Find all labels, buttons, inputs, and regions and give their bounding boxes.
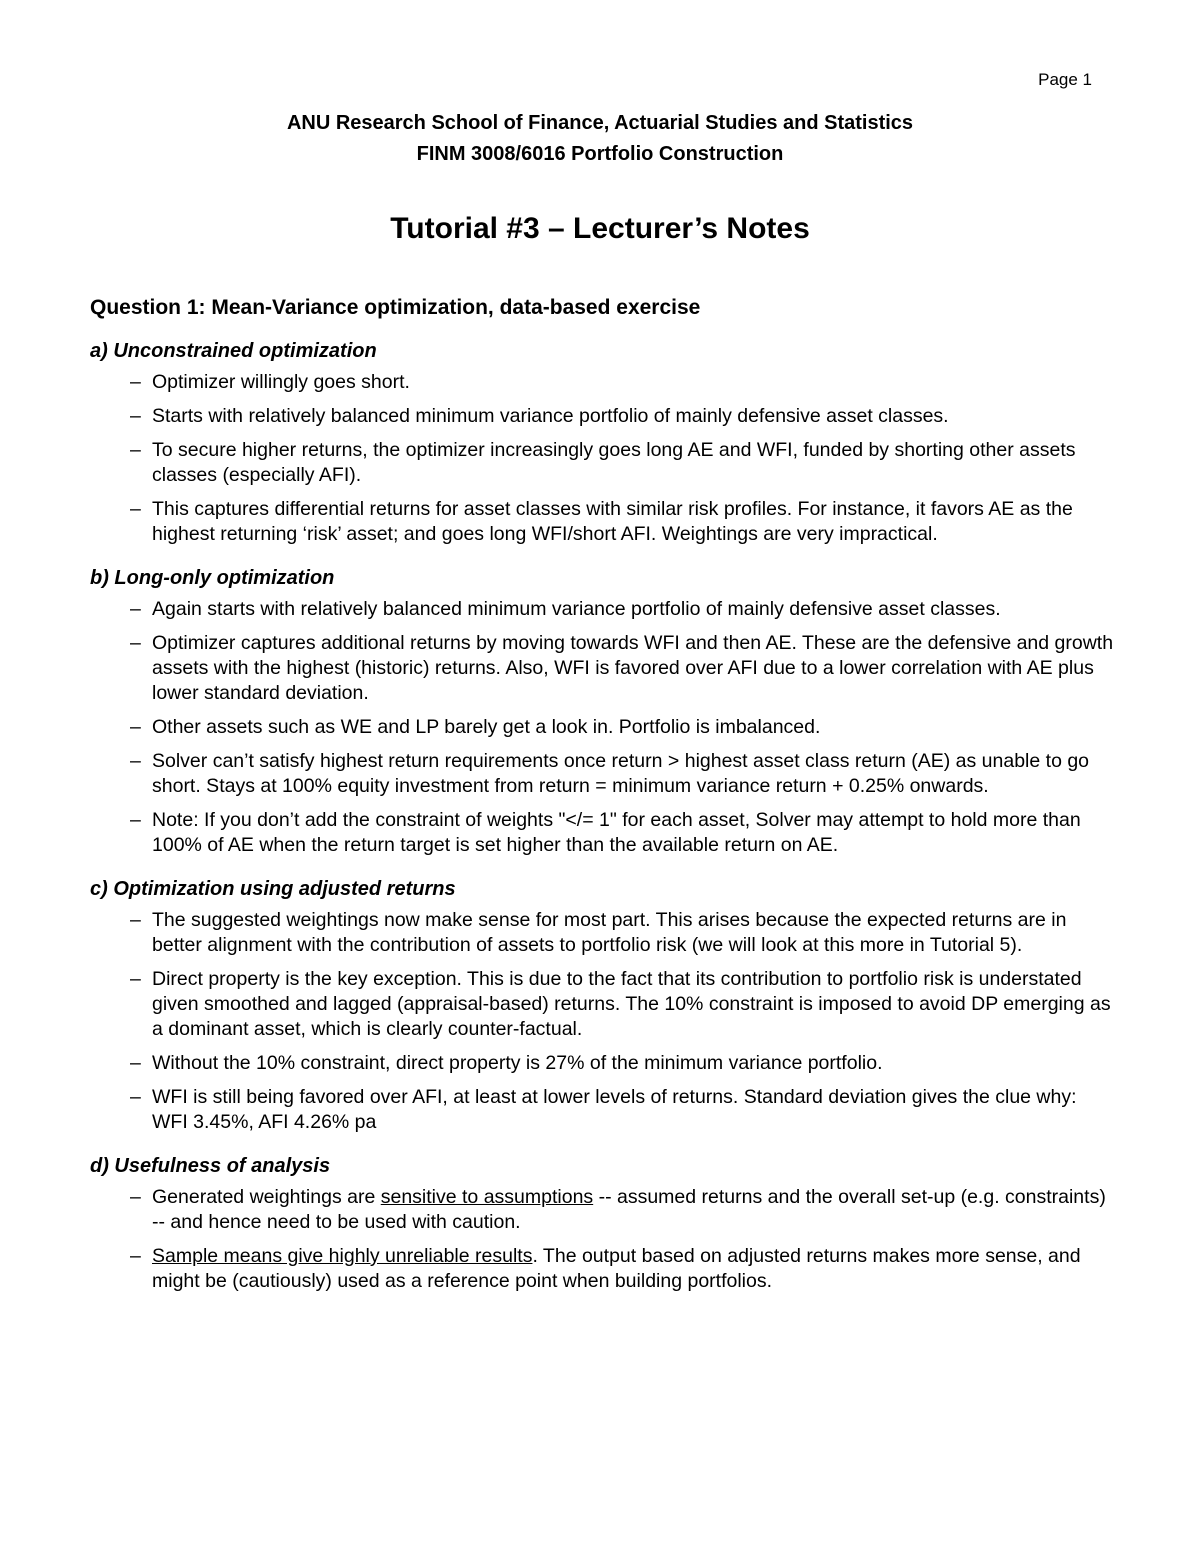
dash-bullet: –	[130, 1086, 141, 1108]
list-item-text: WFI is still being favored over AFI, at least at lower levels of returns. Standard deviation gives the clue why: WFI 3.45%, AFI 4.26% pa	[152, 1086, 1077, 1133]
section-d	[90, 1155, 1115, 1294]
list-item-text: Again starts with relatively balanced minimum variance portfolio of mainly defensive asset classes.	[152, 598, 1001, 620]
list-item-text: Solver can’t satisfy highest return requirements once return > highest asset class return (AE) as unable to go short. Stays at 100% equity investment from return = minimum variance return + 0.25% onwards.	[152, 750, 1090, 797]
section-d-title: d) Usefulness of analysis	[90, 1155, 331, 1177]
dash-bullet: –	[130, 405, 141, 427]
section-c-list	[90, 908, 1115, 1135]
dash-bullet: –	[130, 1245, 141, 1267]
institution-heading: ANU Research School of Finance, Actuarial Studies and Statistics	[286, 112, 914, 134]
list-item	[90, 1051, 1115, 1076]
dash-bullet: –	[130, 1052, 141, 1074]
dash-bullet: –	[130, 371, 141, 393]
list-item	[90, 631, 1115, 706]
list-item	[90, 908, 1115, 958]
list-item	[90, 370, 1115, 395]
section-d-list	[90, 1185, 1115, 1294]
list-item-text-post: -- assumed returns and the overall set-up (e.g. constraints) -- and hence need to be used with caution.	[152, 1186, 1106, 1233]
list-item-text: Starts with relatively balanced minimum variance portfolio of mainly defensive asset classes.	[152, 405, 949, 427]
section-b-title: b) Long-only optimization	[90, 567, 335, 589]
section-a	[90, 340, 1115, 547]
document-title: Tutorial #3 – Lecturer’s Notes	[390, 212, 810, 245]
list-item-text: Note: If you don’t add the constraint of weights "</= 1" for each asset, Solver may attempt to hold more than 100% of AE when the return target is set higher than the available return on AE.	[152, 809, 1081, 856]
list-item	[90, 749, 1115, 799]
list-item-text: Optimizer captures additional returns by moving towards WFI and then AE. These are the defensive and growth assets with the highest (historic) returns. Also, WFI is favored over AFI due to a lower correlation with AE plus lower standard deviation.	[152, 632, 1114, 704]
list-item-text: Other assets such as WE and LP barely get a look in. Portfolio is imbalanced.	[152, 716, 821, 738]
section-a-title: a) Unconstrained optimization	[90, 340, 377, 362]
dash-bullet: –	[130, 750, 141, 772]
underlined-phrase: sensitive to assumptions	[380, 1186, 594, 1208]
dash-bullet: –	[130, 909, 141, 931]
dash-bullet: –	[130, 498, 141, 520]
list-item-text: The suggested weightings now make sense for most part. This arises because the expected returns are in better alignment with the contribution of assets to portfolio risk (we will look at this more in Tutorial 5).	[152, 909, 1067, 956]
dash-bullet: –	[130, 598, 141, 620]
list-item-text: Optimizer willingly goes short.	[152, 371, 410, 393]
list-item-text-pre: Generated weightings are	[152, 1186, 381, 1208]
list-item	[90, 1244, 1115, 1294]
underlined-phrase: Sample means give highly unreliable results	[152, 1245, 533, 1267]
dash-bullet: –	[130, 632, 141, 654]
section-c	[90, 878, 1115, 1135]
list-item-text: Direct property is the key exception. This is due to the fact that its contribution to portfolio risk is understated given smoothed and lagged (appraisal-based) returns. The 10% constraint is imposed to avoid DP emerging as a dominant asset, which is clearly counter-factual.	[152, 968, 1111, 1040]
list-item	[90, 808, 1115, 858]
list-item	[90, 597, 1115, 622]
list-item-text: This captures differential returns for asset classes with similar risk profiles. For instance, it favors AE as the highest returning ‘risk’ asset; and goes long WFI/short AFI. Weightings are very impractical.	[152, 498, 1073, 545]
list-item	[90, 404, 1115, 429]
section-b-list	[90, 597, 1115, 858]
list-item	[90, 1085, 1115, 1135]
dash-bullet: –	[130, 809, 141, 831]
section-c-title: c) Optimization using adjusted returns	[90, 878, 456, 900]
section-a-list	[90, 370, 1115, 547]
list-item	[90, 497, 1115, 547]
list-item	[90, 1185, 1115, 1235]
document-body	[90, 296, 1115, 1314]
course-heading: FINM 3008/6016 Portfolio Construction	[416, 143, 784, 165]
page-number: Page 1	[1038, 70, 1092, 89]
dash-bullet: –	[130, 716, 141, 738]
list-item	[90, 715, 1115, 740]
list-item-text-post: . The output based on adjusted returns makes more sense, and might be (cautiously) used as a reference point when building portfolios.	[152, 1245, 1081, 1292]
list-item	[90, 967, 1115, 1042]
dash-bullet: –	[130, 968, 141, 990]
question-heading: Question 1: Mean-Variance optimization, data-based exercise	[90, 296, 701, 319]
dash-bullet: –	[130, 439, 141, 461]
list-item-text: Without the 10% constraint, direct property is 27% of the minimum variance portfolio.	[152, 1052, 883, 1074]
list-item-text: To secure higher returns, the optimizer increasingly goes long AE and WFI, funded by shorting other assets classes (especially AFI).	[152, 439, 1076, 486]
list-item	[90, 438, 1115, 488]
dash-bullet: –	[130, 1186, 141, 1208]
section-b	[90, 567, 1115, 858]
